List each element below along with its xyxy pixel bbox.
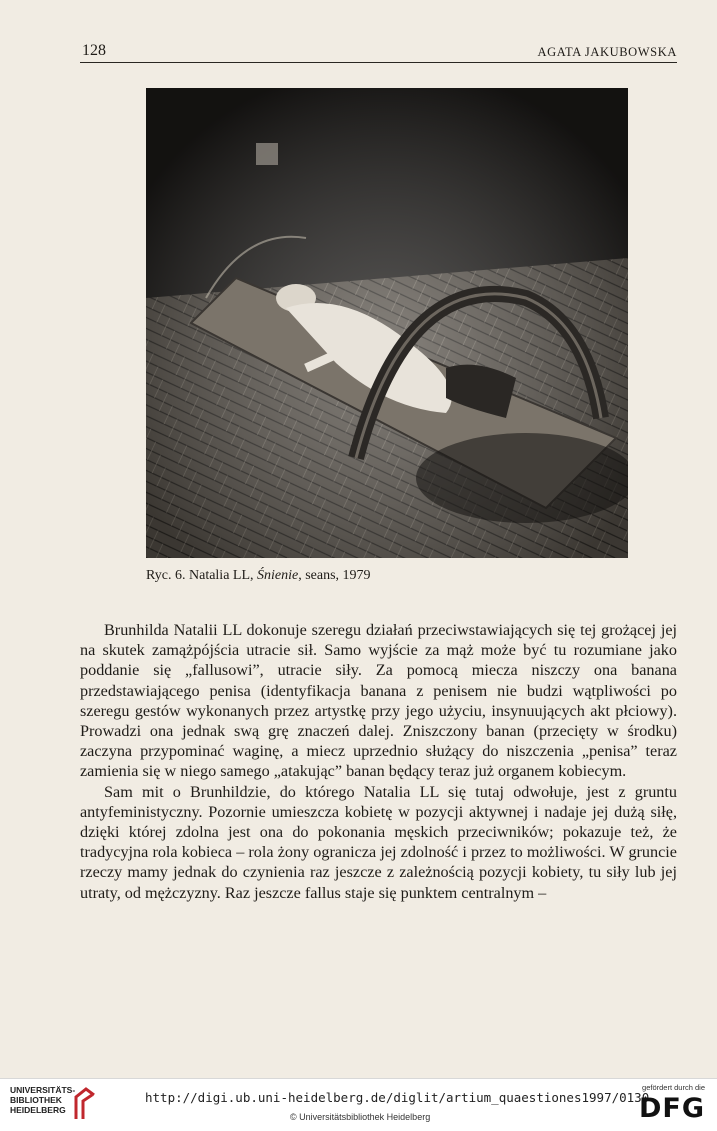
paragraph: Sam mit o Brunhildzie, do którego Natalia LL się tutaj odwołuje, jest z gruntu antyfeministyczny. Pozornie umieszcza kobietę w pozycji aktywnej i nadaje jej dużą siłę, dzięki której zdolna jest ona do pokonania męskich przeciwników; pokazuje też, że tradycyjna rola kobieca – rola żony ogranicza jej zdolność i przez to możliwości. W gruncie rzeczy mamy jednak do czynienia raz jeszcze z zależnością pozycji kobiety, tu siły lub jej utraty, od mężczyzny. Raz jeszcze fallus staje się punktem centralnym – [80, 782, 677, 902]
caption-title: Śnienie [257, 568, 299, 583]
library-name-line: UNIVERSITÄTS- [10, 1085, 76, 1095]
library-name-line: HEIDELBERG [10, 1105, 66, 1115]
copyright-notice: © Universitätsbibliothek Heidelberg [290, 1112, 431, 1122]
figure-photograph [146, 88, 628, 558]
library-name-line: BIBLIOTHEK [10, 1095, 62, 1105]
running-header [80, 40, 677, 63]
library-name [10, 1085, 75, 1115]
photograph-illustration [146, 88, 628, 558]
caption-suffix: , seans, 1979 [298, 568, 371, 583]
paragraph: Brunhilda Natalii LL dokonuje szeregu działań przeciwstawiających się tej grożącej jej na skutek zamążpójścia utracie sił. Samo wyjście za mąż może być tu rozumiane jako poddanie się „fallusowi”, utracie siły. Za pomocą miecza niszczy ona banana przedstawiającego penisa (identyfikacja banana z penisem nie budzi wątpliwości po szeregu gestów wykonanych przez artystkę przy jego użyciu, insynuujących akt płciowy). Prowadzi ona jednak swą grę znaczeń dalej. Zniszczony banan (przecięty w środku) zaczyna przypominać waginę, a miecz uprzednio służący do niszczenia „penisa” teraz zamienia się w niego samego „atakując” banan będący teraz już organem kobiecym. [80, 621, 677, 781]
library-logo-icon [72, 1085, 98, 1123]
figure-caption [146, 568, 371, 584]
page-number: 128 [82, 42, 106, 59]
permalink-url[interactable]: http://digi.ub.uni-heidelberg.de/diglit/artium_quaestiones1997/0130 [145, 1090, 650, 1105]
body-text [80, 620, 677, 903]
running-author: AGATA JAKUBOWSKA [537, 45, 677, 59]
funder-note: gefördert durch die [642, 1083, 705, 1092]
caption-prefix: Ryc. 6. Natalia LL, [146, 568, 258, 583]
dfg-logo: DFG [638, 1093, 705, 1124]
viewer-footer [0, 1078, 717, 1131]
